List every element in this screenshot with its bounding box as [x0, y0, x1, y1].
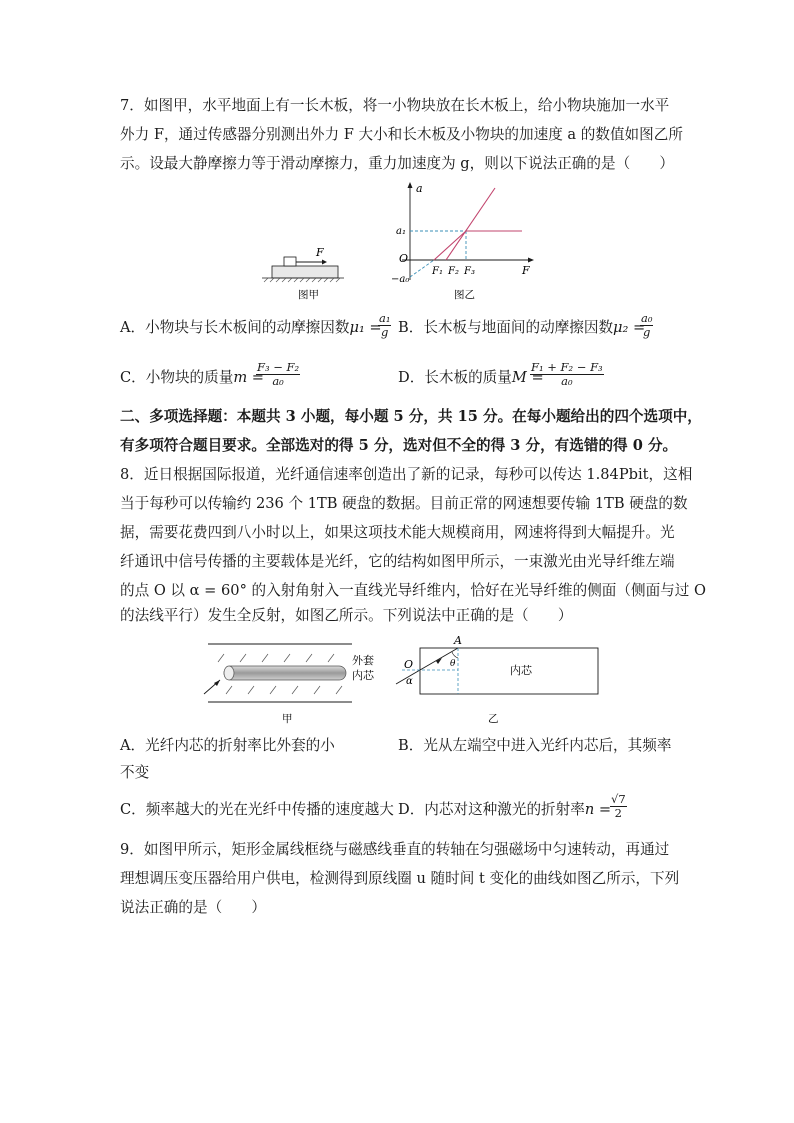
q8-stem-line-1: 8．近日根据国际报道，光纤通信速率创造出了新的记录，每秒可以传达 1.84Pbit，这相 — [120, 466, 693, 483]
f2-label: F₂ — [448, 266, 459, 277]
q9-stem-line-2: 理想调压变压器给用户供电，检测得到原线圈 u 随时间 t 变化的曲线如图乙所示，下列 — [120, 870, 680, 887]
q7-option-c[interactable] — [120, 368, 264, 388]
board-extension — [410, 260, 434, 277]
q7-option-a[interactable] — [120, 318, 382, 338]
q7-option-c-var: m = — [233, 369, 265, 386]
q8-option-d-text: D．内芯对这种激光的折射率 — [398, 801, 585, 818]
fig-jia-caption-q8: 甲 — [282, 713, 293, 725]
small-block — [284, 257, 296, 266]
incident-ray-head — [214, 680, 220, 686]
label-o: O — [404, 658, 414, 671]
ground-hatch — [264, 278, 340, 282]
f1-label: F₁ — [432, 266, 443, 277]
q7-option-d[interactable] — [398, 368, 544, 388]
x-axis-label: F — [522, 264, 530, 277]
label-inner: 内芯 — [352, 669, 374, 682]
q8-stem-line-4: 纤通讯中信号传播的主要载体是光纤，它的结构如图甲所示，一束激光由光导纤维左端 — [120, 553, 675, 570]
long-board — [272, 266, 338, 278]
fig-yi-caption: 图乙 — [454, 289, 475, 301]
q8-stem-line-3: 据，需要花费四到八小时以上，如果这项技术能大规模商用，网速将得到大幅提升。光 — [120, 524, 675, 541]
q7-d-num: F₁ + F₂ − F₃ — [531, 360, 603, 374]
q7-option-b-mu: μ₂ = — [613, 319, 646, 336]
q7-c-num: F₃ − F₂ — [257, 360, 300, 374]
q8-option-a[interactable]: A．光纤内芯的折射率比外套的小 — [120, 737, 335, 754]
x-axis-arrow — [528, 258, 534, 263]
fig-yi-caption-q8: 乙 — [488, 713, 499, 725]
q8-d-num: √7 — [611, 792, 626, 806]
q7-option-a-fraction — [378, 312, 391, 339]
q7-option-a-text: A．小物块与长木板间的动摩擦因数 — [120, 319, 350, 336]
q7-option-d-var: M = — [511, 369, 544, 386]
q7-option-c-fraction — [256, 361, 300, 388]
a1-label: a₁ — [396, 226, 406, 237]
q8-option-c[interactable]: C．频率越大的光在光纤中传播的速度越大 — [120, 801, 394, 818]
q8-stem-line-2: 当于每秒可以传输约 236 个 1TB 硬盘的数据。目前正常的网速想要传输 1TB 硬盘的数 — [120, 495, 688, 512]
q7-option-d-text: D．长木板的质量 — [398, 369, 512, 386]
q9-stem-line-3: 说法正确的是（ ） — [120, 899, 266, 916]
board-line — [434, 231, 466, 260]
q8-stem-line-6: 的法线平行）发生全反射，如图乙所示。下列说法中正确的是（ ） — [120, 607, 573, 624]
q7-stem-line-1: 7．如图甲，水平地面上有一长木板，将一小物块放在长木板上，给小物块施加一水平 — [120, 97, 670, 114]
q8-option-b[interactable]: B．光从左端空中进入光纤内芯后，其频率 — [398, 737, 672, 754]
q8-option-d[interactable] — [398, 800, 611, 820]
q8-option-d-fraction — [610, 793, 627, 820]
label-alpha: α — [406, 676, 413, 687]
label-a: A — [454, 634, 462, 647]
q7-c-den: a₀ — [272, 374, 284, 388]
force-label: F — [316, 246, 324, 259]
y-axis-label: a — [416, 182, 423, 195]
y-axis-arrow — [408, 182, 413, 188]
q7-d-den: a₀ — [561, 374, 573, 388]
q8-stem-line-5: 的点 O 以 α = 60° 的入射角射入一直线光导纤维内，恰好在光导纤维的侧面（侧面与过 O — [120, 582, 706, 599]
q7-option-a-mu: μ₁ = — [349, 319, 382, 336]
q8-option-b-cont: 不变 — [120, 764, 150, 781]
label-outer: 外套 — [352, 654, 374, 667]
q8-figure-jia — [196, 638, 386, 728]
q8-option-d-var: n = — [584, 801, 612, 818]
q7-stem-line-2: 外力 F，通过传感器分别测出外力 F 大小和长木板及小物块的加速度 a 的数值如图乙所 — [120, 126, 683, 143]
q7-option-b-fraction — [640, 312, 653, 339]
q7-option-d-fraction — [530, 361, 604, 388]
label-core: 内芯 — [510, 664, 532, 677]
neg-a0-label: −a₀ — [391, 274, 410, 285]
q7-a-num: a₁ — [379, 311, 391, 325]
q7-option-b-text: B．长木板与地面间的动摩擦因数 — [398, 319, 614, 336]
q8-d-den: 2 — [614, 806, 622, 820]
q7-b-num: a₀ — [641, 311, 653, 325]
fibre-core-end — [224, 666, 234, 680]
fig-jia-caption: 图甲 — [298, 289, 319, 301]
force-arrow-head — [322, 260, 327, 265]
q7-option-b[interactable] — [398, 318, 645, 338]
label-theta: θ — [450, 659, 456, 669]
q7-b-den: g — [643, 325, 651, 339]
section2-heading-line-1: 二、多项选择题：本题共 3 小题，每小题 5 分，共 15 分。在每小题给出的四个选项中， — [120, 408, 702, 425]
fibre-core — [224, 666, 346, 680]
section2-heading-line-2: 有多项符合题目要求。全部选对的得 5 分，选对但不全的得 3 分，有选错的得 0 分。 — [120, 437, 678, 454]
q7-option-c-text: C．小物块的质量 — [120, 369, 234, 386]
q8-figure-yi — [392, 634, 604, 728]
f3-label: F₃ — [464, 266, 475, 277]
q7-figure-jia — [258, 240, 348, 302]
q7-figure-yi — [388, 180, 538, 302]
q7-a-den: g — [381, 325, 389, 339]
q7-stem-line-3: 示。设最大静摩擦力等于滑动摩擦力，重力加速度为 g，则以下说法正确的是（ ） — [120, 155, 674, 172]
block-line — [446, 188, 495, 260]
q9-stem-line-1: 9．如图甲所示，矩形金属线框绕与磁感线垂直的转轴在匀强磁场中匀速转动，再通过 — [120, 841, 670, 858]
origin-label: O — [399, 252, 409, 265]
